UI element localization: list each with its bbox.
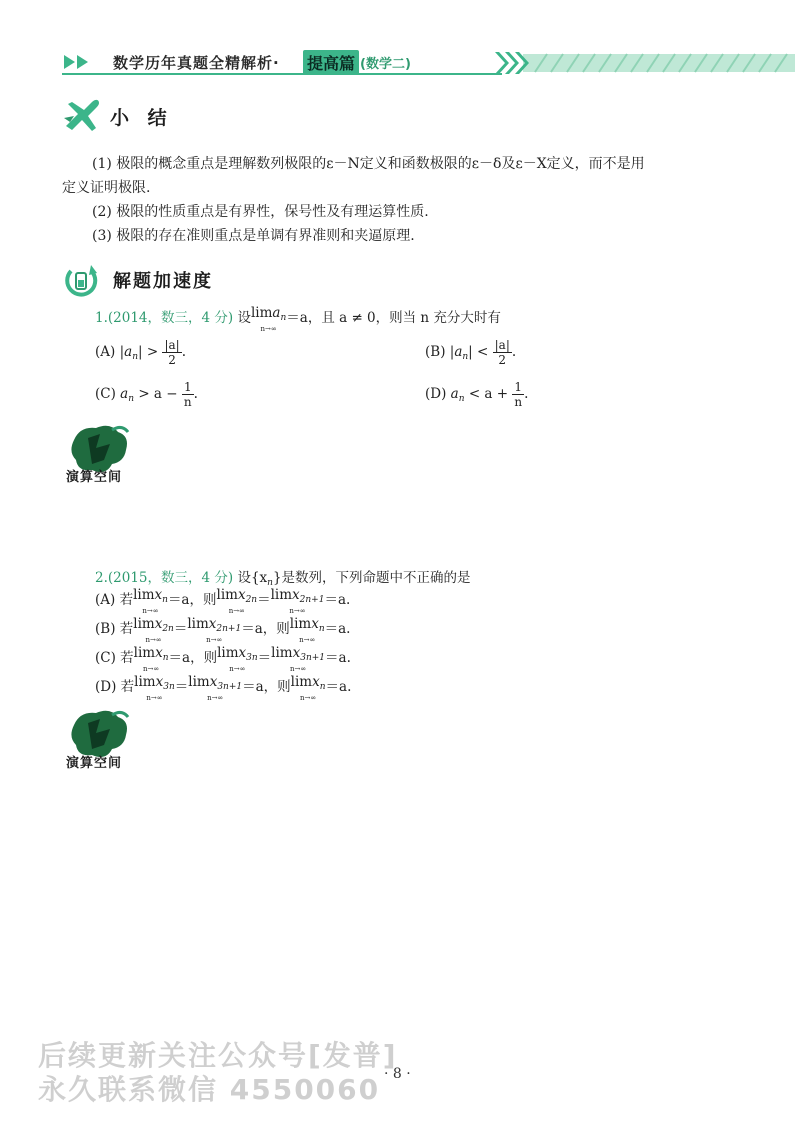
- q1-d-lhs: a: [450, 386, 459, 402]
- q1-option-a: (A) $|a_n|$ > $\frac{|a|}{2}$ .: [95, 338, 186, 367]
- q2-c-lim3: [271, 646, 325, 673]
- q1-c-num: 1: [182, 380, 194, 395]
- q1-c-fraction: [182, 380, 194, 409]
- q2-a-end: ＝a.: [324, 592, 351, 608]
- lim-var: x: [208, 616, 217, 632]
- lim-under: n→∞: [289, 665, 307, 673]
- q1-c-den: n: [183, 395, 192, 409]
- lim-var: x: [311, 616, 319, 632]
- page-number: · 8 ·: [384, 1066, 411, 1082]
- q2-stem-sub: n: [267, 578, 273, 588]
- lim-var: x: [237, 587, 246, 603]
- lim-sub: 3n: [246, 653, 258, 663]
- lim-word: lim: [187, 616, 209, 632]
- q1-a-num: |a|: [164, 338, 180, 352]
- q1-stem: [95, 306, 501, 333]
- header-highlight: 提高篇: [303, 50, 359, 75]
- q2-a-mid2: ＝: [257, 592, 271, 608]
- lim-word: lim: [289, 616, 312, 632]
- q2-a-lim1: [133, 588, 168, 615]
- lim-sub: n: [319, 682, 326, 692]
- lim-word: lim: [271, 645, 293, 661]
- q1-option-c: (C) $a_n > a$ − $\frac{1}{n}$ .: [95, 380, 198, 409]
- q1-stem-tail: ＝a，且 a ≠ 0，则当 n 充分大时有: [286, 310, 501, 326]
- q1-d-den: n: [514, 395, 523, 409]
- lim-under: n→∞: [206, 636, 223, 644]
- lim-word: lim: [133, 616, 155, 632]
- lim-under: n→∞: [146, 694, 163, 702]
- speed-gauge-icon: [63, 263, 99, 299]
- lim-word: lim: [133, 645, 156, 661]
- q1-a-sub: n: [132, 352, 138, 362]
- q2-d-lim2: [188, 675, 242, 702]
- q1-b-den: 2: [498, 353, 507, 367]
- q2-b-end: ＝a.: [324, 621, 351, 637]
- lim-sub: 2n+1: [299, 595, 325, 605]
- q2-number: 2.: [95, 570, 108, 586]
- summary-point-2: (2) 极限的性质重点是有界性，保号性及有理运算性质.: [92, 204, 429, 220]
- q2-a-mid1: ＝a，则: [167, 592, 217, 608]
- lim-word: lim: [133, 587, 155, 603]
- q1-c-rel: > a −: [138, 386, 178, 402]
- q1-lim-var: a: [272, 305, 281, 321]
- logo-caption: 演算空间: [66, 470, 123, 485]
- q1-c-sub: n: [128, 394, 135, 404]
- q1-d-fraction: [512, 380, 524, 409]
- q2-c-end: ＝a.: [325, 650, 351, 666]
- q2-b-mid1: ＝: [173, 621, 188, 637]
- lim-sub: n: [162, 653, 169, 663]
- q1-a-rel: | >: [138, 344, 159, 360]
- lim-under: n→∞: [145, 636, 162, 644]
- section-title: 解题加速度: [113, 271, 213, 292]
- q1-lim-under: n→∞: [260, 325, 277, 333]
- lim-word: lim: [216, 587, 238, 603]
- q2-c-lim1: [134, 646, 169, 673]
- watermark-line-1: 后续更新关注公众号[发普]: [38, 1039, 398, 1072]
- lim-under: n→∞: [229, 665, 246, 673]
- q2-stem-tail: }是数列，下列命题中不正确的是: [272, 570, 471, 586]
- lim-under: n→∞: [142, 665, 160, 673]
- q1-a-lhs: |a: [119, 344, 133, 360]
- q1-c-label: (C): [95, 386, 116, 402]
- q2-b-label: (B) 若: [95, 621, 134, 637]
- header-subtitle: (数学二): [360, 57, 411, 72]
- q1-limit: [251, 306, 286, 333]
- q2-d-mid2: ＝a，则: [242, 679, 291, 695]
- q1-stem-lead: 设: [237, 310, 251, 326]
- q2-c-mid1: ＝a，则: [168, 650, 218, 666]
- lim-var: x: [209, 674, 218, 690]
- summary-title: 小 结: [110, 107, 173, 129]
- q2-d-lim1: [134, 675, 175, 702]
- q2-d-mid1: ＝: [174, 679, 189, 695]
- lim-var: x: [155, 645, 163, 661]
- lim-word: lim: [217, 645, 239, 661]
- q2-d-lim3: [291, 675, 326, 702]
- q2-stem: [95, 566, 471, 588]
- q1-option-d: (D) $a_n < a$ + $\frac{1}{n}$ .: [425, 380, 529, 409]
- logo-caption: 演算空间: [66, 756, 123, 771]
- q1-d-sub: n: [458, 394, 465, 404]
- lim-under: n→∞: [228, 607, 245, 615]
- lim-var: x: [155, 674, 164, 690]
- q2-b-lim1: [133, 617, 174, 644]
- lim-under: n→∞: [207, 694, 224, 702]
- q2-d-label: (D) 若: [95, 679, 135, 695]
- lim-under: n→∞: [289, 607, 306, 615]
- q1-d-num: 1: [512, 380, 524, 395]
- q2-d-end: ＝a.: [325, 679, 352, 695]
- lim-sub: n: [162, 595, 168, 605]
- q2-stem-lead: 设{x: [237, 570, 268, 586]
- q2-option-a: [95, 588, 350, 615]
- lim-sub: 3n+1: [300, 653, 326, 663]
- q1-lim-sub: n: [280, 313, 287, 323]
- header-arrows-icon: [62, 52, 98, 72]
- q1-d-label: (D): [425, 386, 447, 402]
- q1-a-fraction: [162, 338, 181, 367]
- lim-word: lim: [270, 587, 293, 603]
- lim-var: x: [312, 674, 320, 690]
- q2-b-lim2: [187, 617, 241, 644]
- lim-under: n→∞: [299, 694, 317, 702]
- lim-under: n→∞: [142, 607, 159, 615]
- q1-b-label: (B): [425, 344, 446, 360]
- q1-b-num: |a|: [494, 338, 510, 352]
- q2-c-lim2: [217, 646, 258, 673]
- q2-a-lim2: [217, 588, 258, 615]
- lim-word: lim: [134, 674, 156, 690]
- summary-point-3: (3) 极限的存在准则重点是单调有界准则和夹逼原理.: [92, 228, 415, 244]
- q1-option-b: (B) $|a_n|$ < $\frac{|a|}{2}$ .: [425, 338, 517, 367]
- q2-b-mid2: ＝a，则: [241, 621, 290, 637]
- lim-sub: 2n: [162, 624, 174, 634]
- header-stripe-band: [495, 50, 795, 76]
- lim-sub: 3n+1: [217, 682, 243, 692]
- q1-number: 1.: [95, 310, 108, 326]
- q1-b-lhs: |a: [449, 344, 463, 360]
- summary-point-1: (1) 极限的概念重点是理解数列极限的ε－N定义和函数极限的ε－δ及ε－X定义，而不是用: [92, 156, 645, 172]
- q1-source: (2014，数三，4 分): [107, 310, 234, 326]
- q2-a-label: (A) 若: [95, 592, 134, 608]
- lim-var: x: [292, 645, 301, 661]
- q2-option-d: [95, 675, 351, 702]
- lim-word: lim: [188, 674, 210, 690]
- lim-sub: n: [318, 624, 325, 634]
- header-title: 数学历年真题全精解析·: [113, 54, 280, 72]
- lim-sub: 3n: [163, 682, 175, 692]
- lim-sub: 2n: [245, 595, 258, 605]
- lim-var: x: [238, 645, 247, 661]
- q1-d-rel: < a +: [468, 386, 509, 402]
- lim-var: x: [154, 616, 163, 632]
- q1-a-den: 2: [168, 353, 176, 367]
- q1-c-lhs: a: [120, 386, 129, 402]
- q2-option-c: [95, 646, 351, 673]
- lim-var: x: [154, 587, 163, 603]
- q1-b-sub: n: [462, 352, 469, 362]
- lim-var: x: [292, 587, 300, 603]
- q2-source: (2015，数三，4 分): [107, 570, 234, 586]
- lim-sub: 2n+1: [216, 624, 242, 634]
- q2-option-b: [95, 617, 350, 644]
- lim-word: lim: [290, 674, 313, 690]
- header-rule: [62, 73, 502, 75]
- q1-b-rel: | <: [468, 344, 489, 360]
- q1-b-fraction: [493, 338, 512, 367]
- summary-point-1-cont: 定义证明极限.: [62, 180, 151, 196]
- airplane-icon: [62, 96, 102, 136]
- lim-under: n→∞: [299, 636, 316, 644]
- q2-a-lim3: [271, 588, 325, 615]
- q2-b-lim3: [290, 617, 325, 644]
- q1-lim-word: lim: [250, 305, 273, 321]
- watermark-line-2: 永久联系微信 4550060: [38, 1073, 381, 1106]
- q2-c-label: (C) 若: [95, 650, 134, 666]
- q1-a-label: (A): [95, 344, 116, 360]
- q2-c-mid2: ＝: [257, 650, 272, 666]
